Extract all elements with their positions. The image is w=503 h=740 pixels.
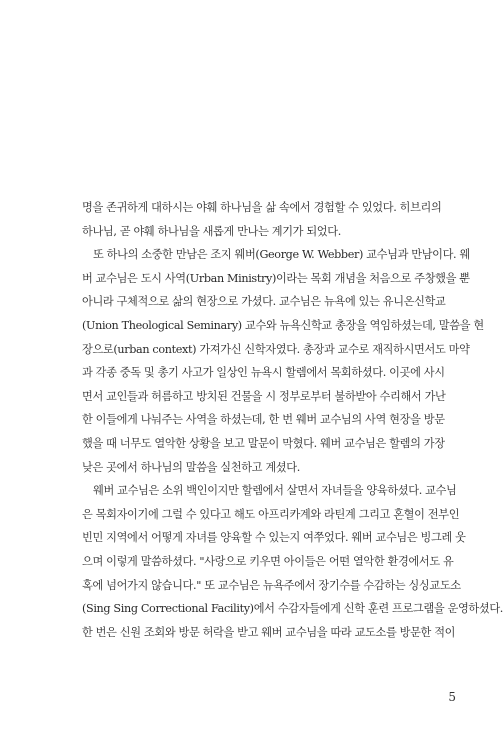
text-line: 아니라 구체적으로 삶의 현장으로 가셨다. 교수님은 뉴욕에 있는 유니온신학교	[82, 295, 446, 309]
text-line: 빈민 지역에서 어떻게 자녀를 양육할 수 있는지 여쭈었다. 웨버 교수님은 빙그레 웃	[82, 531, 466, 545]
text-line: 은 목회자이기에 그럴 수 있다고 해도 아프리카계와 라틴계 그리고 혼혈이 전부인	[82, 507, 460, 521]
text-line: 웨버 교수님은 소위 백인이지만 할렘에서 살면서 자녀들을 양육하셨다. 교수님	[93, 484, 457, 498]
body-text	[82, 196, 503, 644]
text-line: 혹에 넘어가지 않습니다." 또 교수님은 뉴욕주에서 장기수를 수감하는 싱싱교도소	[82, 578, 461, 592]
text-line: 한 이들에게 나눠주는 사역을 하셨는데, 한 번 웨버 교수님의 사역 현장을 방문	[82, 413, 445, 427]
text-line: 명을 존귀하게 대하시는 야훼 하나님을 삶 속에서 경험할 수 있었다. 히브리의	[82, 201, 442, 214]
text-line: 장으로(urban context) 가져가신 신학자였다. 총장과 교수로 재직하시면서도 마약	[82, 342, 470, 356]
text-line: 또 하나의 소중한 만남은 조지 웨버(George W. Webber) 교수님과 만남이다. 웨	[93, 248, 470, 262]
text-line: 으며 이렇게 말씀하셨다. "사랑으로 키우면 아이들은 어떤 열악한 환경에서도 유	[82, 554, 454, 568]
text-line: (Union Theological Seminary) 교수와 뉴욕신학교 총장을 역임하셨는데, 말씀을 현	[82, 318, 484, 332]
text-line: 버 교수님은 도시 사역(Urban Ministry)이라는 목회 개념을 처음으로 주창했을 뿐	[82, 271, 470, 285]
page-number: 5	[448, 690, 456, 704]
text-line: 낮은 곳에서 하나님의 말씀을 실천하고 계셨다.	[82, 460, 300, 474]
text-line: 하나님, 곧 야훼 하나님을 새롭게 만나는 계기가 되었다.	[82, 224, 341, 238]
text-line: 과 각종 중독 및 총기 사고가 일상인 뉴욕시 할렘에서 목회하셨다. 이곳에 사시	[82, 366, 445, 380]
text-line: 했을 때 너무도 열악한 상황을 보고 말문이 막혔다. 웨버 교수님은 할렘의 가장	[82, 436, 445, 450]
text-line: 면서 교인들과 허름하고 방치된 건물을 시 정부로부터 불하받아 수리해서 가난	[82, 389, 446, 403]
text-line: (Sing Sing Correctional Facility)에서 수감자들에게 신학 훈련 프로그램을 운영하셨다.	[82, 602, 503, 616]
text-line: 한 번은 신원 조회와 방문 허락을 받고 웨버 교수님을 따라 교도소를 방문한 적이	[82, 625, 456, 639]
